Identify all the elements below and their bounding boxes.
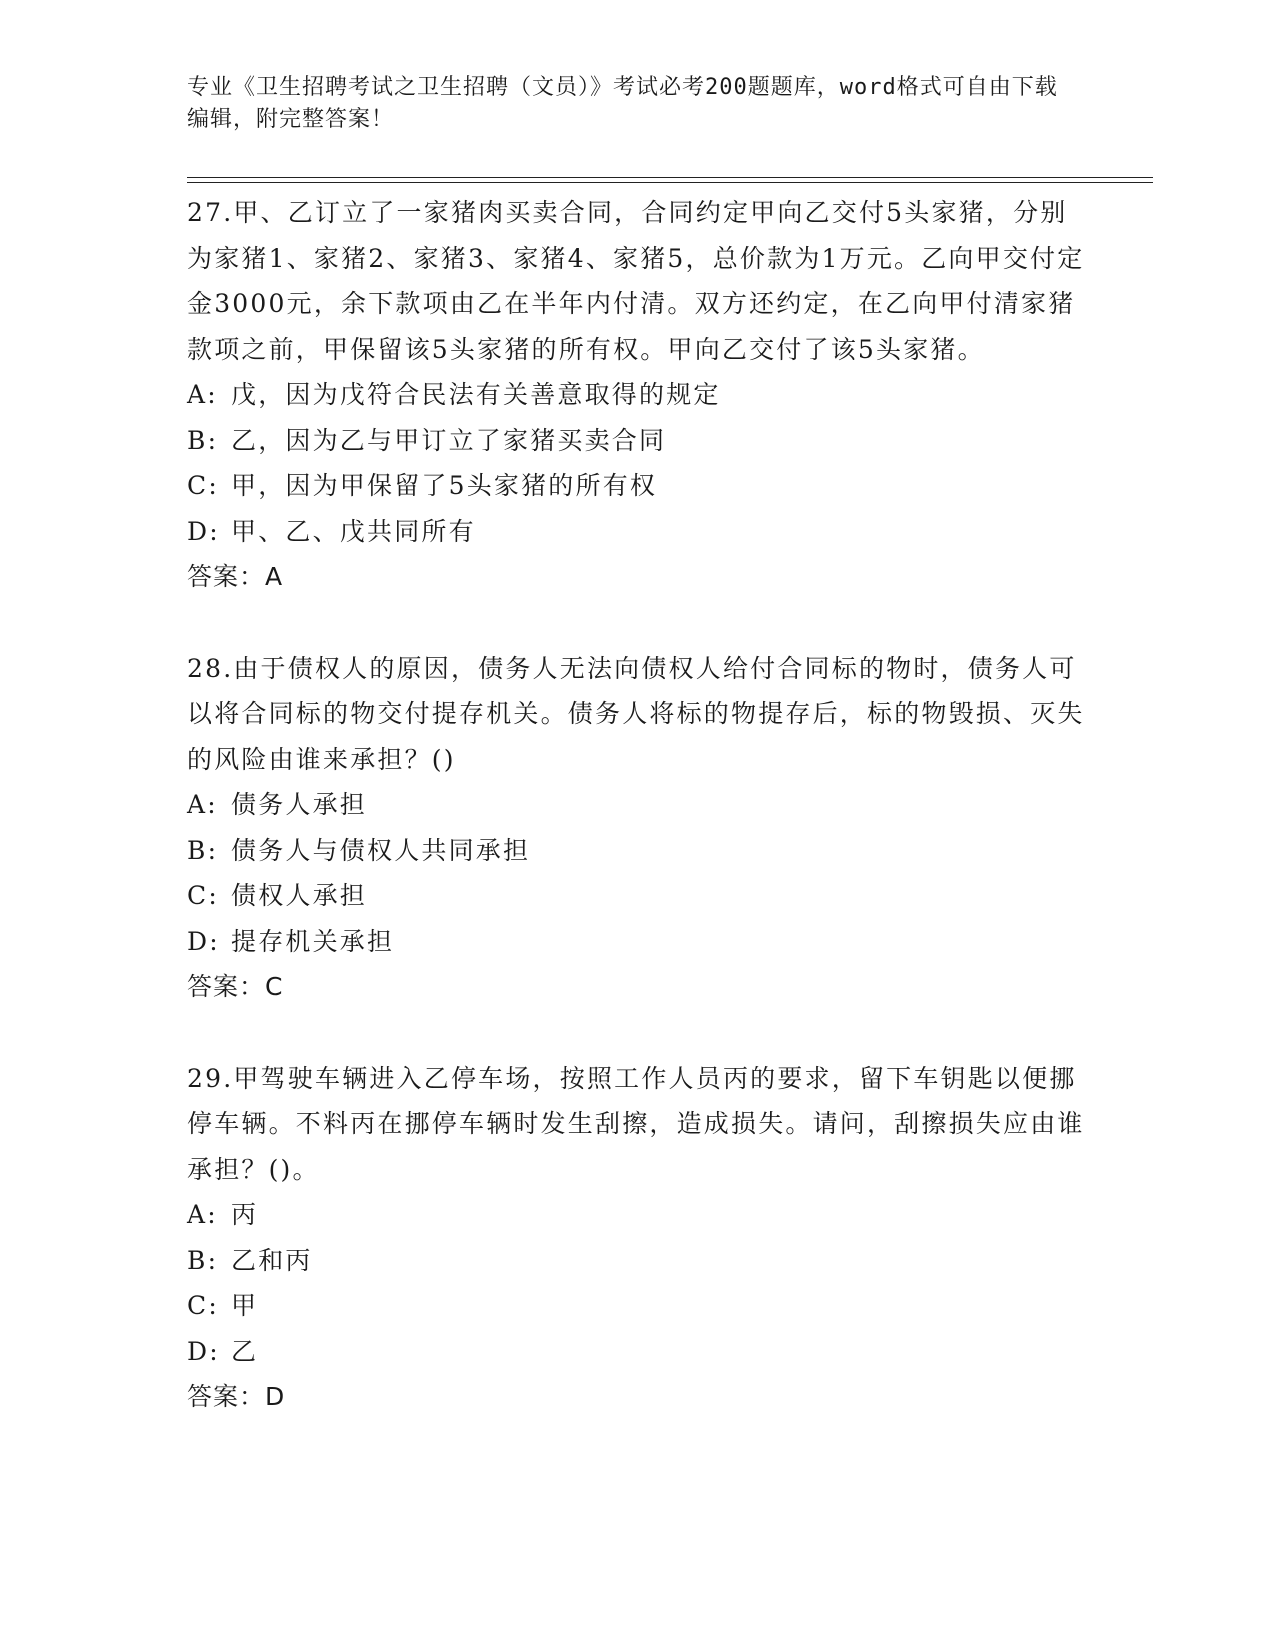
question-text: 29.甲驾驶车辆进入乙停车场，按照工作人员丙的要求，留下车钥匙以便挪停车辆。不料丙在挪停车辆时发生刮擦，造成损失。请问，刮擦损失应由谁承担？()。 [187, 1063, 1085, 1184]
option-b [187, 418, 1087, 464]
question-29 [187, 1056, 1087, 1420]
option-a [187, 1192, 1087, 1238]
option-c [187, 463, 1087, 509]
option-d [187, 919, 1087, 965]
option-key: A: [187, 790, 218, 819]
question-27 [187, 190, 1087, 600]
option-key: C: [187, 881, 219, 910]
option-text: 丙 [231, 1200, 259, 1229]
option-b [187, 1238, 1087, 1284]
option-key: C: [187, 1291, 219, 1320]
option-text: 乙，因为乙与甲订立了家猪买卖合同 [231, 425, 667, 455]
question-spacer [187, 600, 1087, 646]
answer-line: 答案：D [187, 1382, 286, 1411]
header-text: 专业《卫生招聘考试之卫生招聘（文员）》考试必考200题题库，word格式可自由下载编辑，附完整答案！ [187, 75, 1058, 132]
option-text: 甲 [231, 1291, 259, 1320]
option-text: 债务人与债权人共同承担 [231, 835, 531, 865]
question-text: 27.甲、乙订立了一家猪肉买卖合同，合同约定甲向乙交付5头家猪，分别为家猪1、家猪2、家猪3、家猪4、家猪5，总价款为1万元。乙向甲交付定金3000元，余下款项由乙在半年内付清。双方还约定，在乙向甲付清家猪款项之前，甲保留该5头家猪的所有权。甲向乙交付了该5头家猪。 [187, 198, 1085, 364]
option-key: D: [187, 926, 220, 956]
answer-line: 答案：C [187, 972, 284, 1001]
option-key: B: [187, 835, 219, 865]
header-divider-bottom [187, 182, 1153, 183]
question-28 [187, 646, 1087, 1010]
option-text: 戊，因为戊符合民法有关善意取得的规定 [231, 380, 721, 409]
option-key: B: [187, 1245, 219, 1275]
option-key: C: [187, 471, 219, 500]
option-text: 债务人承担 [231, 790, 368, 819]
header-divider-top [187, 177, 1153, 178]
option-key: B: [187, 425, 219, 455]
option-b [187, 828, 1087, 874]
option-c [187, 1283, 1087, 1329]
question-spacer [187, 1010, 1087, 1056]
option-text: 甲，因为甲保留了5头家猪的所有权 [231, 471, 658, 500]
option-d [187, 509, 1087, 555]
option-key: D: [187, 1336, 220, 1366]
question-text: 28.由于债权人的原因，债务人无法向债权人给付合同标的物时，债务人可以将合同标的物交付提存机关。债务人将标的物提存后，标的物毁损、灭失的风险由谁来承担？() [187, 653, 1085, 774]
option-key: D: [187, 516, 220, 546]
option-key: A: [187, 1200, 218, 1229]
option-text: 乙和丙 [231, 1245, 313, 1275]
option-a [187, 372, 1087, 418]
option-d [187, 1329, 1087, 1375]
option-a [187, 782, 1087, 828]
question-list [187, 190, 1087, 1420]
option-c [187, 873, 1087, 919]
document-header [187, 72, 1067, 136]
option-text: 债权人承担 [231, 881, 368, 910]
option-text: 乙 [231, 1336, 259, 1366]
option-key: A: [187, 380, 218, 409]
answer-line: 答案：A [187, 562, 284, 591]
option-text: 提存机关承担 [231, 926, 395, 956]
option-text: 甲、乙、戊共同所有 [231, 516, 476, 546]
